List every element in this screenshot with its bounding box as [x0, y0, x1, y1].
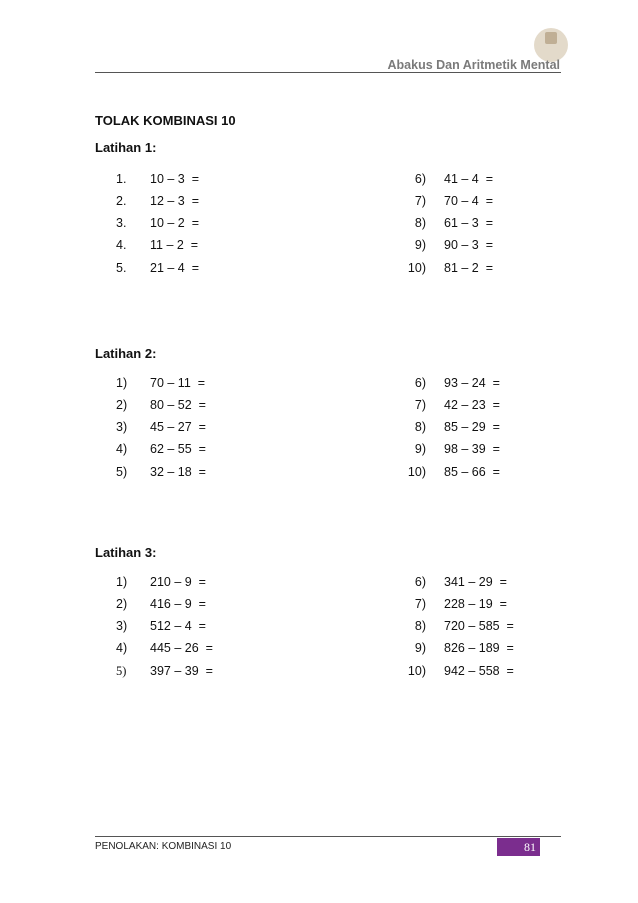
exercise-number: 9): [414, 442, 426, 456]
exercise-number: 3): [116, 619, 128, 633]
exercise-expression: 416 – 9 =: [150, 597, 206, 611]
exercise-expression: 10 – 2 =: [150, 216, 199, 230]
exercise-number: 2): [116, 597, 128, 611]
exercise-number: 2.: [116, 194, 127, 208]
exercise-number: 4): [116, 641, 128, 655]
footer-text: PENOLAKAN: KOMBINASI 10: [95, 841, 232, 852]
exercise-expression: 42 – 23 =: [444, 398, 500, 412]
exercise-expression: 228 – 19 =: [444, 597, 507, 611]
exercise-number: 4.: [116, 238, 127, 252]
exercise-expression: 80 – 52 =: [150, 398, 206, 412]
exercise-number: 3.: [116, 216, 127, 230]
exercise-expression: 11 – 2 =: [150, 238, 199, 252]
header-title: Abakus Dan Aritmetik Mental: [387, 58, 560, 72]
exercise-number: 6): [414, 172, 426, 186]
exercise-expression: 93 – 24 =: [444, 376, 500, 390]
exercise-expression: 85 – 66 =: [444, 465, 500, 479]
exercise-number: 10): [407, 465, 426, 479]
exercise-expression: 61 – 3 =: [444, 216, 493, 230]
exercise-expression: 85 – 29 =: [444, 420, 500, 434]
exercise-expression: 70 – 4 =: [444, 194, 493, 208]
exercise-expression: 45 – 27 =: [150, 420, 206, 434]
exercise-expression: 826 – 189 =: [444, 641, 514, 655]
exercise-number: 9): [414, 238, 426, 252]
exercise-expression: 397 – 39 =: [150, 664, 213, 678]
exercise-number: 5.: [116, 261, 127, 275]
exercise-expression: 70 – 11 =: [150, 376, 206, 390]
exercise-number: 1): [116, 376, 128, 390]
exercise-number: 8): [414, 420, 426, 434]
exercise-number: 3): [116, 420, 128, 434]
logo-mark: [545, 32, 557, 44]
exercise-number: 7): [414, 194, 426, 208]
exercise-number: 5): [116, 664, 127, 678]
exercise-number: 10): [407, 664, 426, 678]
exercise-expression: 942 – 558 =: [444, 664, 514, 678]
section-title-3: Latihan 3:: [95, 545, 157, 560]
page-number-badge: [497, 838, 540, 856]
page-number: 81: [524, 839, 536, 854]
exercise-number: 6): [414, 575, 426, 589]
section-title-1: Latihan 1:: [95, 140, 157, 155]
exercise-number: 1.: [116, 172, 127, 186]
exercise-expression: 512 – 4 =: [150, 619, 206, 633]
exercise-number: 10): [407, 261, 426, 275]
header-rule: [95, 72, 561, 73]
exercise-number: 5): [116, 465, 128, 479]
exercise-number: 4): [116, 442, 128, 456]
exercise-expression: 341 – 29 =: [444, 575, 507, 589]
exercise-number: 7): [414, 398, 426, 412]
exercise-expression: 210 – 9 =: [150, 575, 206, 589]
exercise-expression: 98 – 39 =: [444, 442, 500, 456]
exercise-expression: 32 – 18 =: [150, 465, 206, 479]
exercise-number: 7): [414, 597, 426, 611]
exercise-expression: 81 – 2 =: [444, 261, 493, 275]
exercise-expression: 41 – 4 =: [444, 172, 493, 186]
exercise-expression: 21 – 4 =: [150, 261, 199, 275]
exercise-expression: 10 – 3 =: [150, 172, 199, 186]
exercise-expression: 12 – 3 =: [150, 194, 199, 208]
exercise-number: 1): [116, 575, 128, 589]
exercise-number: 9): [414, 641, 426, 655]
exercise-number: 2): [116, 398, 128, 412]
exercise-expression: 62 – 55 =: [150, 442, 206, 456]
exercise-expression: 445 – 26 =: [150, 641, 213, 655]
exercise-expression: 720 – 585 =: [444, 619, 514, 633]
exercise-number: 8): [414, 216, 426, 230]
section-title-2: Latihan 2:: [95, 346, 157, 361]
exercise-number: 6): [414, 376, 426, 390]
exercise-expression: 90 – 3 =: [444, 238, 493, 252]
footer-rule: [95, 836, 561, 837]
exercise-number: 8): [414, 619, 426, 633]
page-title: TOLAK KOMBINASI 10: [95, 113, 236, 128]
